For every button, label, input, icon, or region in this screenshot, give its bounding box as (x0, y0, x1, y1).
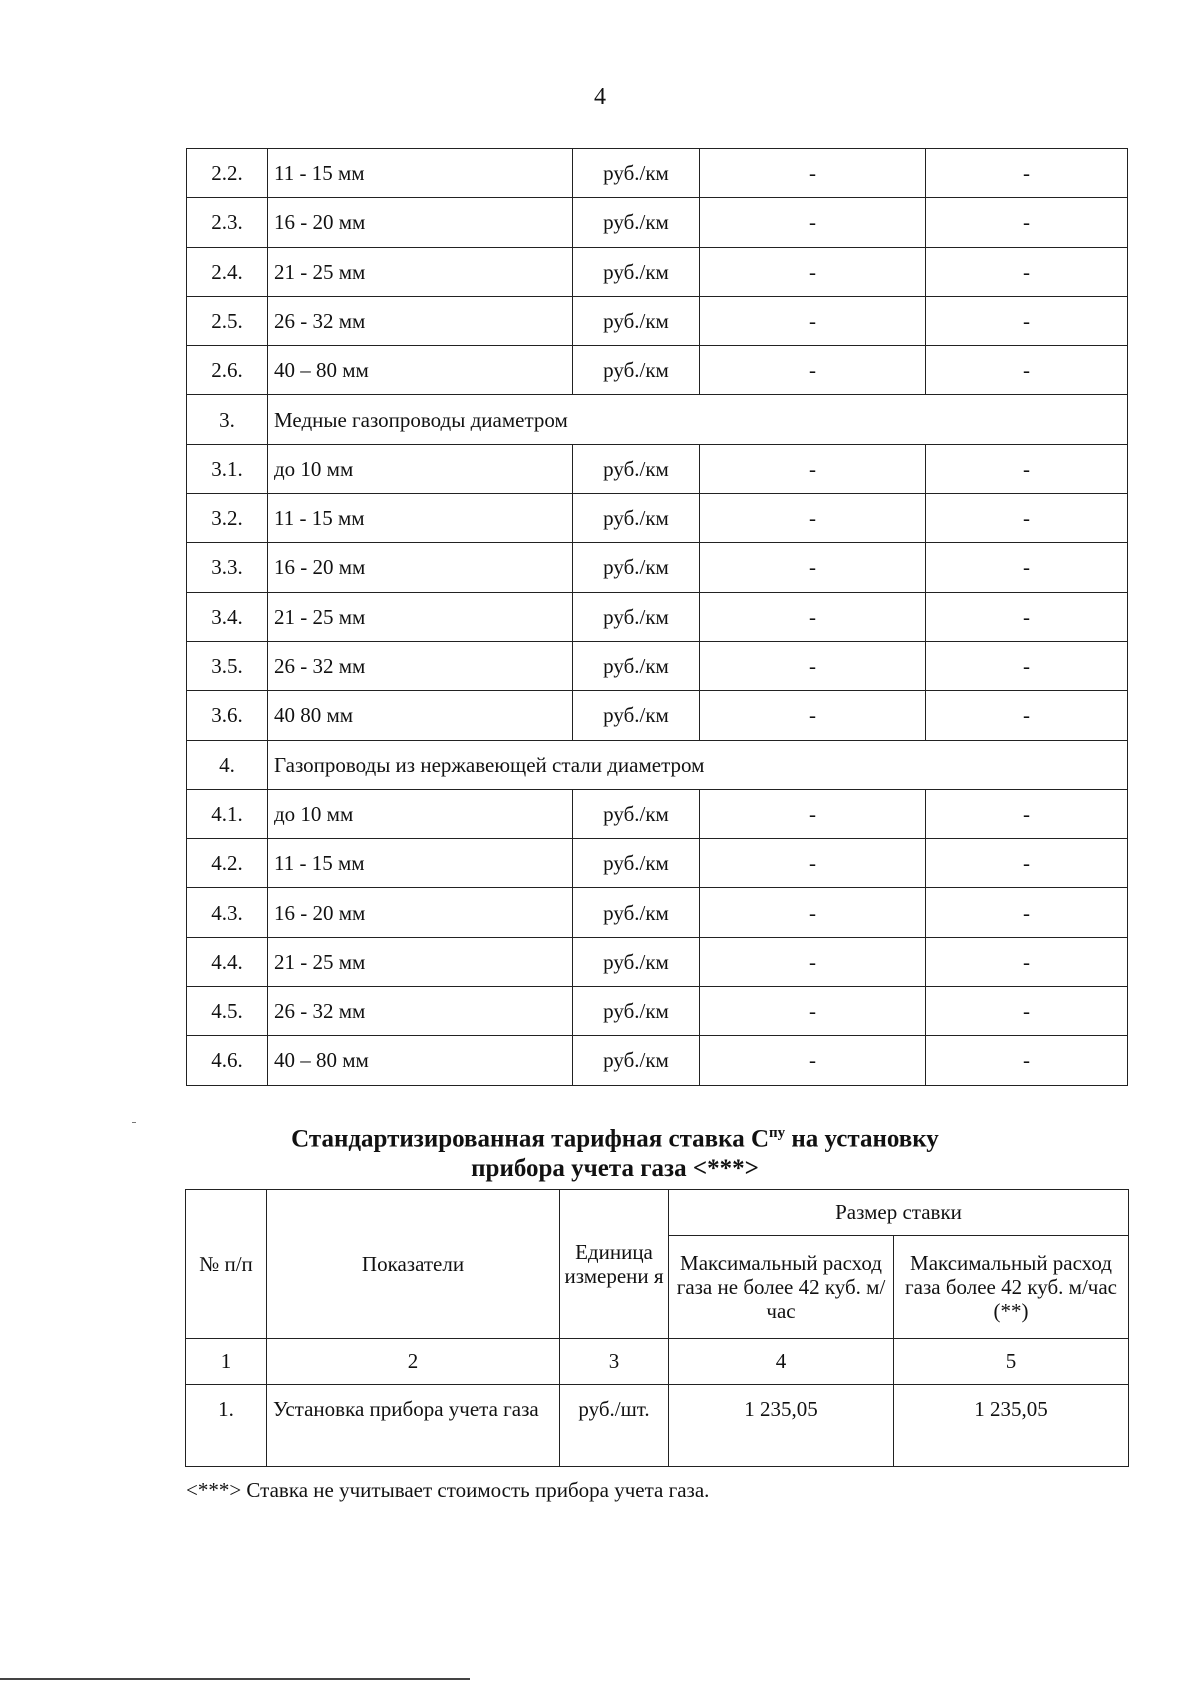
row-name: 21 - 25 мм (268, 592, 573, 641)
table-row (187, 346, 1128, 395)
table-row (187, 987, 1128, 1036)
table-row (187, 444, 1128, 493)
row-unit: руб./км (573, 789, 700, 838)
row-name: до 10 мм (268, 444, 573, 493)
row-name: 16 - 20 мм (268, 198, 573, 247)
row-name: 40 – 80 мм (268, 1036, 573, 1085)
row-num: 2.4. (187, 247, 268, 296)
row-name: 11 - 15 мм (268, 839, 573, 888)
row-unit: руб./км (573, 691, 700, 740)
row-rate-b: 1 235,05 (894, 1385, 1129, 1467)
table-row (187, 937, 1128, 986)
row-value-b: - (926, 149, 1128, 198)
row-value-b: - (926, 839, 1128, 888)
row-name: 26 - 32 мм (268, 296, 573, 345)
column-number: 4 (669, 1339, 894, 1385)
meter-section-title (230, 1124, 1000, 1184)
row-name: 11 - 15 мм (268, 149, 573, 198)
row-num: 2.6. (187, 346, 268, 395)
row-name: 16 - 20 мм (268, 888, 573, 937)
column-number-row (186, 1339, 1129, 1385)
row-value-b: - (926, 1036, 1128, 1085)
row-value-b: - (926, 789, 1128, 838)
row-value-b: - (926, 691, 1128, 740)
pipeline-rates-table (186, 148, 1128, 1086)
row-value-b: - (926, 592, 1128, 641)
row-value-a: - (700, 1036, 926, 1085)
row-value-a: - (700, 198, 926, 247)
row-num: 4.1. (187, 789, 268, 838)
row-num: 3. (187, 395, 268, 444)
row-value-a: - (700, 444, 926, 493)
row-value-a: - (700, 691, 926, 740)
row-value-a: - (700, 149, 926, 198)
row-num: 4.5. (187, 987, 268, 1036)
row-unit: руб./км (573, 1036, 700, 1085)
row-num: 4.6. (187, 1036, 268, 1085)
table-row (187, 543, 1128, 592)
section-label: Медные газопроводы диаметром (268, 395, 1128, 444)
row-name: 40 – 80 мм (268, 346, 573, 395)
header-unit: Единица измерени я (560, 1190, 669, 1339)
table-row (187, 641, 1128, 690)
row-value-a: - (700, 888, 926, 937)
table-row (187, 198, 1128, 247)
row-name: 26 - 32 мм (268, 641, 573, 690)
row-num: 3.5. (187, 641, 268, 690)
meter-installation-table (185, 1189, 1129, 1467)
row-name: 26 - 32 мм (268, 987, 573, 1036)
row-unit: руб./км (573, 247, 700, 296)
table-row (187, 296, 1128, 345)
row-unit: руб./км (573, 641, 700, 690)
row-value-b: - (926, 888, 1128, 937)
row-value-b: - (926, 937, 1128, 986)
section-label: Газопроводы из нержавеющей стали диаметром (268, 740, 1128, 789)
row-value-a: - (700, 987, 926, 1036)
table-row (187, 888, 1128, 937)
table-row (187, 1036, 1128, 1085)
row-rate-a: 1 235,05 (669, 1385, 894, 1467)
row-name: 16 - 20 мм (268, 543, 573, 592)
scan-edge-line (0, 1678, 470, 1680)
table-row (187, 494, 1128, 543)
column-number: 2 (267, 1339, 560, 1385)
header-num: № п/п (186, 1190, 267, 1339)
row-name: 21 - 25 мм (268, 937, 573, 986)
row-num: 4. (187, 740, 268, 789)
header-rate-group: Размер ставки (669, 1190, 1129, 1236)
title-line1-suffix: на установку (785, 1125, 939, 1153)
row-name: до 10 мм (268, 789, 573, 838)
row-value-b: - (926, 987, 1128, 1036)
rates-table-body (187, 149, 1128, 1086)
row-value-a: - (700, 296, 926, 345)
row-num: 3.3. (187, 543, 268, 592)
row-unit: руб./км (573, 888, 700, 937)
row-value-a: - (700, 937, 926, 986)
row-num: 2.3. (187, 198, 268, 247)
row-num: 4.3. (187, 888, 268, 937)
row-value-a: - (700, 494, 926, 543)
table-row (187, 789, 1128, 838)
row-num: 3.2. (187, 494, 268, 543)
page-number: 4 (594, 84, 606, 110)
header-row-top (186, 1190, 1129, 1236)
row-unit: руб./км (573, 937, 700, 986)
section-row (187, 395, 1128, 444)
row-value-a: - (700, 592, 926, 641)
row-unit: руб./км (573, 444, 700, 493)
header-rate-b: Максимальный расход газа более 42 куб. м/час (**) (894, 1236, 1129, 1339)
column-number: 5 (894, 1339, 1129, 1385)
row-value-b: - (926, 494, 1128, 543)
header-rate-a: Максимальный расход газа не более 42 куб. м/час (669, 1236, 894, 1339)
title-line2: прибора учета газа <***> (471, 1155, 759, 1183)
row-num: 3.4. (187, 592, 268, 641)
row-unit: руб./км (573, 592, 700, 641)
row-num: 2.2. (187, 149, 268, 198)
row-name: 11 - 15 мм (268, 494, 573, 543)
row-value-b: - (926, 444, 1128, 493)
table-row (187, 592, 1128, 641)
row-value-a: - (700, 247, 926, 296)
column-number: 1 (186, 1339, 267, 1385)
row-value-b: - (926, 543, 1128, 592)
row-value-b: - (926, 247, 1128, 296)
table-row (187, 691, 1128, 740)
row-num: 3.1. (187, 444, 268, 493)
title-superscript: пу (769, 1125, 786, 1141)
row-value-b: - (926, 198, 1128, 247)
row-value-a: - (700, 641, 926, 690)
row-unit: руб./км (573, 839, 700, 888)
row-value-b: - (926, 346, 1128, 395)
row-value-a: - (700, 789, 926, 838)
row-unit: руб./км (573, 494, 700, 543)
row-num: 4.2. (187, 839, 268, 888)
row-unit: руб./км (573, 346, 700, 395)
title-line1-prefix: Стандартизированная тарифная ставка C (291, 1125, 769, 1153)
row-num: 3.6. (187, 691, 268, 740)
table-row (187, 149, 1128, 198)
row-unit: руб./км (573, 149, 700, 198)
row-unit: руб./км (573, 987, 700, 1036)
row-value-b: - (926, 641, 1128, 690)
scan-artifact (132, 1122, 136, 1123)
row-name: Установка прибора учета газа (267, 1385, 560, 1467)
row-value-b: - (926, 296, 1128, 345)
table-row (187, 247, 1128, 296)
row-unit: руб./км (573, 198, 700, 247)
row-name: 21 - 25 мм (268, 247, 573, 296)
row-num: 4.4. (187, 937, 268, 986)
footnote: <***> Ставка не учитывает стоимость прибора учета газа. (186, 1478, 710, 1502)
row-value-a: - (700, 543, 926, 592)
header-indicator: Показатели (267, 1190, 560, 1339)
row-num: 1. (186, 1385, 267, 1467)
column-number: 3 (560, 1339, 669, 1385)
row-unit: руб./км (573, 543, 700, 592)
row-unit: руб./шт. (560, 1385, 669, 1467)
row-name: 40 80 мм (268, 691, 573, 740)
row-unit: руб./км (573, 296, 700, 345)
row-num: 2.5. (187, 296, 268, 345)
row-value-a: - (700, 346, 926, 395)
row-value-a: - (700, 839, 926, 888)
table-row (187, 839, 1128, 888)
section-row (187, 740, 1128, 789)
table-row (186, 1385, 1129, 1467)
